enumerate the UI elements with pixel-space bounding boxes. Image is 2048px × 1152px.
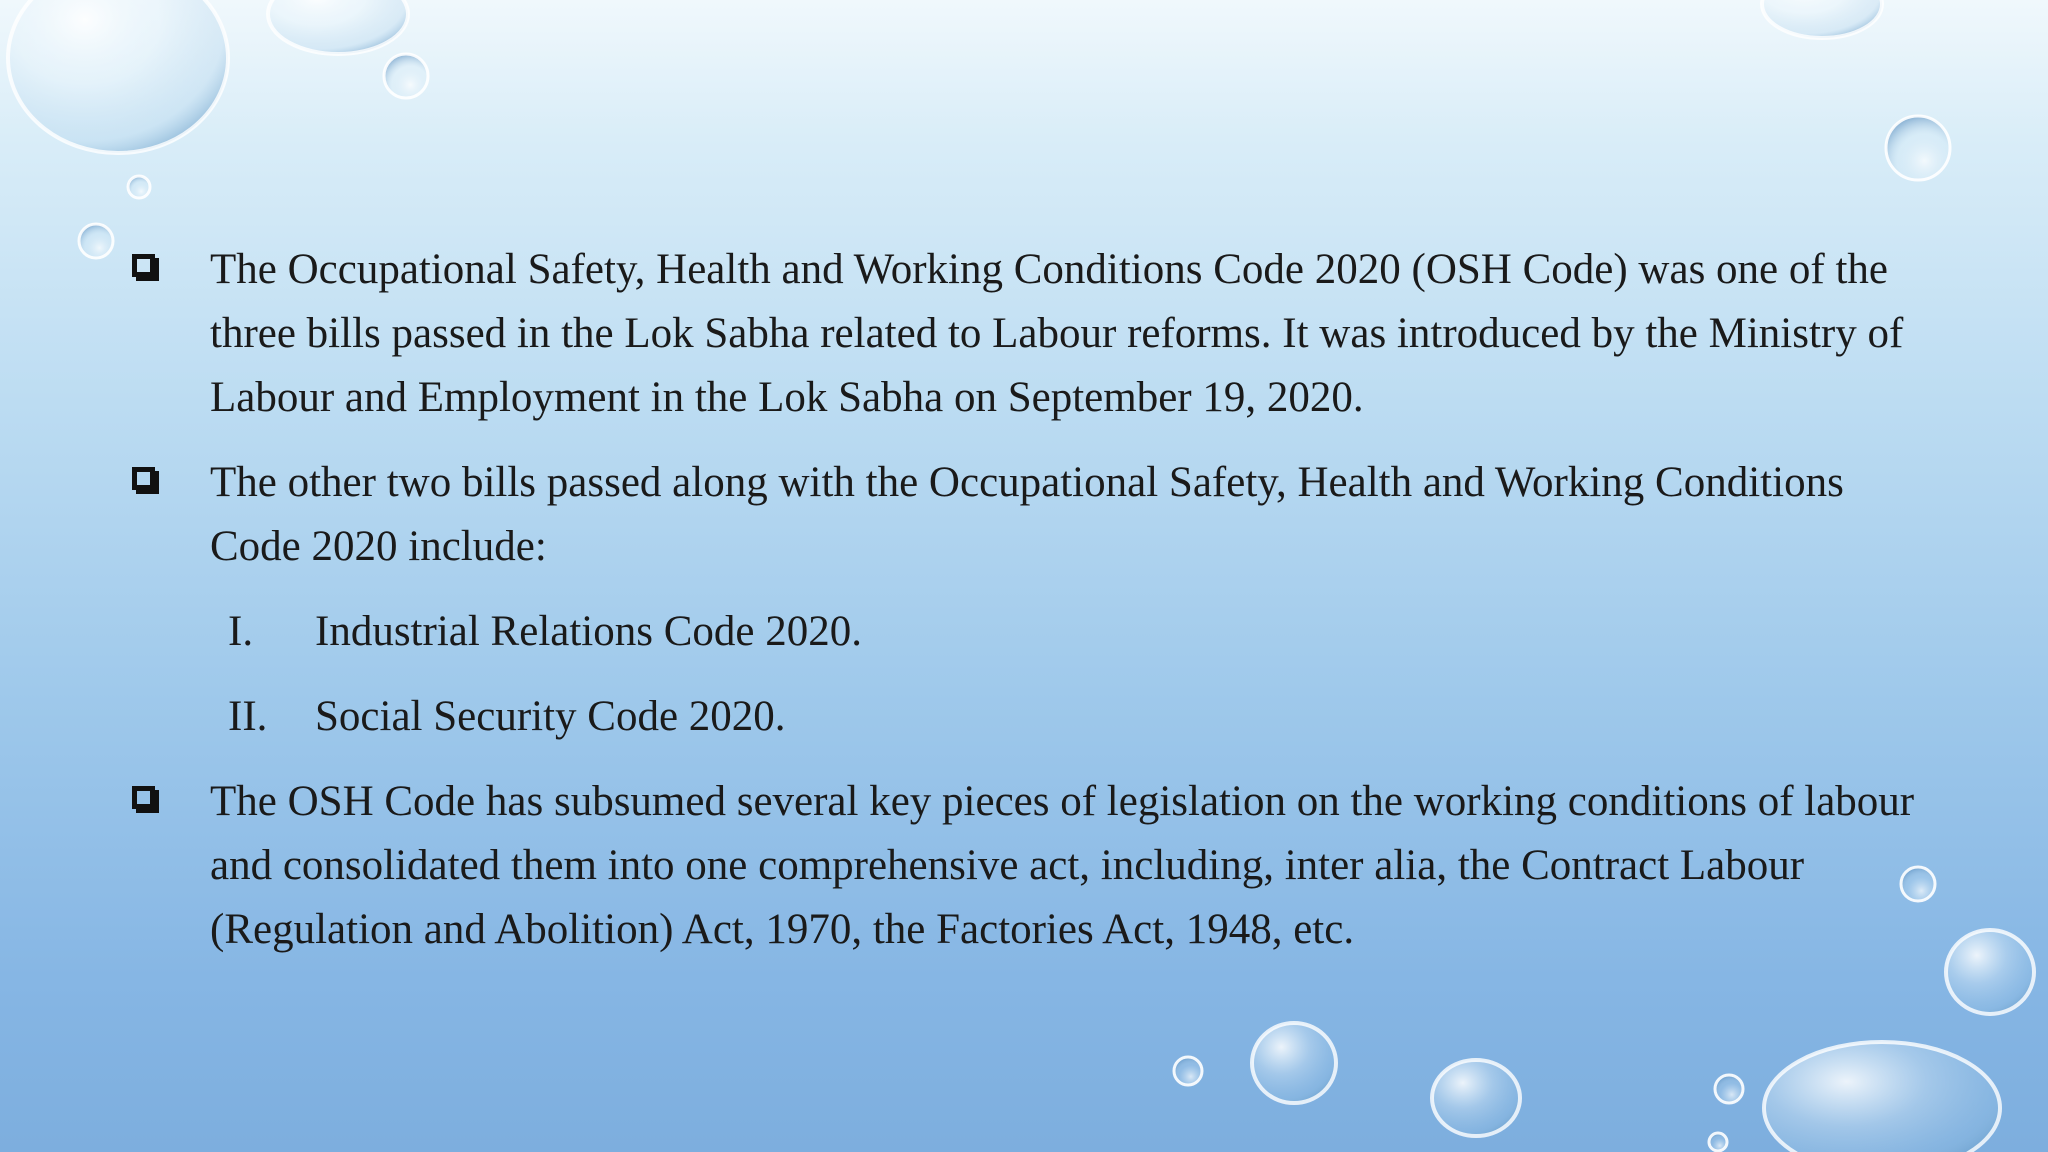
bullet-item bbox=[128, 770, 1928, 962]
water-droplet-icon bbox=[268, 0, 408, 54]
water-droplet-icon bbox=[1886, 116, 1950, 180]
slide-content bbox=[128, 238, 1928, 983]
square-checkbox-bullet-icon bbox=[132, 254, 155, 277]
square-checkbox-bullet-icon bbox=[132, 467, 155, 490]
bullet-text: The Occupational Safety, Health and Working Conditions Code 2020 (OSH Code) was one of the three bills passed in the Lok Sabha related to Labour reforms. It was introduced by the Ministry of Labour and Employment in the Lok Sabha on September 19, 2020. bbox=[210, 246, 1904, 421]
water-droplet-icon bbox=[1252, 1023, 1336, 1103]
water-droplet-icon bbox=[1762, 0, 1882, 38]
roman-numeral: I. bbox=[228, 608, 254, 655]
water-droplet-icon bbox=[384, 54, 428, 98]
water-droplet-icon bbox=[1432, 1060, 1520, 1136]
bullet-item bbox=[128, 451, 1928, 579]
water-droplet-icon bbox=[128, 176, 150, 198]
bullet-text: The OSH Code has subsumed several key pieces of legislation on the working conditions of labour and consolidated them into one comprehensive act, including, inter alia, the Contract Labour (Regulation and Abolition) Act, 1970, the Factories Act, 1948, etc. bbox=[210, 778, 1915, 953]
sub-list-item bbox=[128, 600, 1928, 664]
roman-numeral: II. bbox=[228, 693, 268, 740]
water-droplet-icon bbox=[79, 224, 113, 258]
water-droplet-icon bbox=[1709, 1133, 1727, 1151]
water-droplet-icon bbox=[1946, 930, 2034, 1014]
sub-item-text: Industrial Relations Code 2020. bbox=[315, 608, 862, 655]
water-droplet-icon bbox=[8, 0, 228, 153]
water-droplet-icon bbox=[1715, 1075, 1743, 1103]
sub-list-item bbox=[128, 685, 1928, 749]
water-droplet-icon bbox=[1174, 1057, 1202, 1085]
numbered-sub-list bbox=[128, 600, 1928, 749]
bullet-text: The other two bills passed along with the Occupational Safety, Health and Working Conditions Code 2020 include: bbox=[210, 459, 1844, 570]
bullet-item bbox=[128, 238, 1928, 430]
square-checkbox-bullet-icon bbox=[132, 786, 155, 809]
sub-item-text: Social Security Code 2020. bbox=[315, 693, 786, 740]
water-droplet-icon bbox=[1764, 1042, 2000, 1152]
